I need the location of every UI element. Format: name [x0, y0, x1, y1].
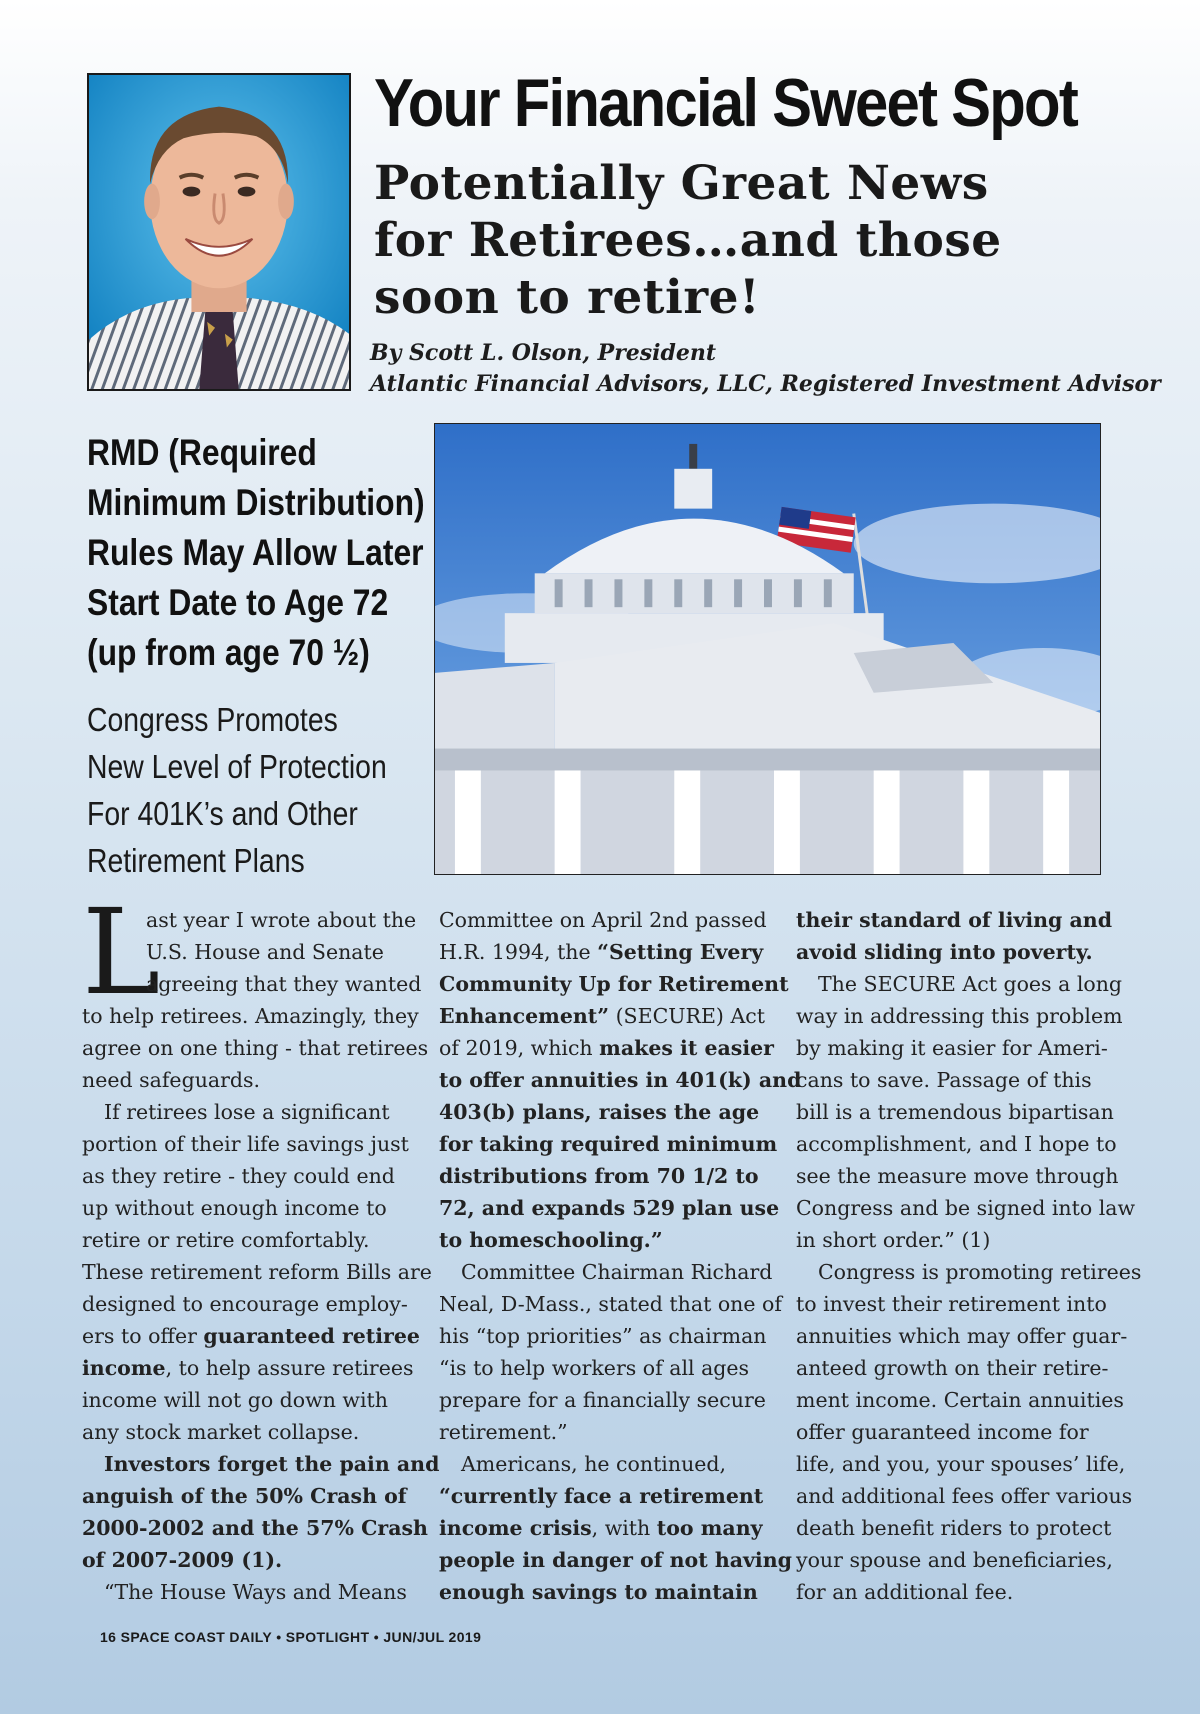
text-line: his “top priorities” as chairman: [439, 1324, 767, 1348]
deck-heading: [87, 428, 425, 678]
text-line: to offer annuities in 401(k) and: [439, 1068, 802, 1092]
subdeck-line: Congress Promotes: [87, 701, 338, 738]
text-line: your spouse and beneficiaries,: [796, 1548, 1113, 1572]
article-column-3: [796, 904, 1142, 1608]
text-line: bill is a tremendous bipartisan: [796, 1100, 1114, 1124]
text-line: 72, and expands 529 plan use: [439, 1196, 780, 1220]
text-line: to help retirees. Amazingly, they: [82, 1004, 419, 1028]
text-line: income will not go down with: [82, 1388, 388, 1412]
text-line: ment income. Certain annuities: [796, 1388, 1124, 1412]
text-line: avoid sliding into poverty.: [796, 940, 1093, 964]
text-line: Committee on April 2nd passed: [439, 908, 767, 932]
text-line: Congress is promoting retirees: [818, 1260, 1142, 1284]
article-column-2: [439, 904, 802, 1608]
text-line: 403(b) plans, raises the age: [439, 1100, 760, 1124]
text-line: need safeguards.: [82, 1068, 261, 1092]
text-line: see the measure move through: [796, 1164, 1119, 1188]
text-line: by making it easier for Ameri-: [796, 1036, 1108, 1060]
text-line: in short order.” (1): [796, 1228, 991, 1252]
subdeck-line: Retirement Plans: [87, 842, 305, 879]
text-line: cans to save. Passage of this: [796, 1068, 1092, 1092]
deck-line: RMD (Required: [87, 432, 317, 473]
text-line: ers to offer guaranteed retiree: [82, 1324, 420, 1348]
text-line: “is to help workers of all ages: [439, 1356, 750, 1380]
text-line: offer guaranteed income for: [796, 1420, 1089, 1444]
text-line: 2000-2002 and the 57% Crash: [82, 1516, 428, 1540]
subdeck: [87, 696, 387, 884]
text-line: prepare for a financially secure: [439, 1388, 766, 1412]
text-line: “currently face a retirement: [439, 1484, 764, 1508]
text-line: enough savings to maintain: [439, 1580, 758, 1604]
text-line: distributions from 70 1/2 to: [439, 1164, 759, 1188]
text-line: ast year I wrote about the: [146, 908, 417, 932]
text-line: anguish of the 50% Crash of: [82, 1484, 407, 1508]
text-line: up without enough income to: [82, 1196, 387, 1220]
text-line: agree on one thing - that retirees: [82, 1036, 429, 1060]
byline-author: By Scott L. Olson, President: [370, 340, 717, 366]
text-line: life, and you, your spouses’ life,: [796, 1452, 1126, 1476]
subheadline-line: Potentially Great News: [374, 156, 989, 211]
text-line: of 2007-2009 (1).: [82, 1548, 283, 1572]
capitol-photo: [434, 423, 1101, 875]
text-line: These retirement reform Bills are: [82, 1260, 432, 1284]
text-line: accomplishment, and I hope to: [796, 1132, 1117, 1156]
subheadline-line: for Retirees…and those: [374, 213, 1002, 268]
text-line: and additional fees offer various: [796, 1484, 1133, 1508]
text-line: to homeschooling.”: [439, 1228, 663, 1252]
subdeck-line: For 401K’s and Other: [87, 795, 358, 832]
text-line: “The House Ways and Means: [104, 1580, 407, 1604]
portrait-image: [89, 75, 349, 389]
text-line: their standard of living and: [796, 908, 1113, 932]
capitol-image: [435, 424, 1100, 874]
article-column-1: [82, 883, 440, 1608]
text-line: any stock market collapse.: [82, 1420, 360, 1444]
subdeck-line: New Level of Protection: [87, 748, 387, 785]
deck-line: (up from age 70 ½): [87, 632, 370, 673]
text-line: Committee Chairman Richard: [461, 1260, 773, 1284]
text-line: way in addressing this problem: [796, 1004, 1123, 1028]
text-line: portion of their life savings just: [82, 1132, 409, 1156]
deck-line: Start Date to Age 72: [87, 582, 389, 623]
text-line: designed to encourage employ-: [82, 1292, 408, 1316]
subheadline-line: soon to retire!: [374, 270, 761, 325]
text-line: death benefit riders to protect: [796, 1516, 1112, 1540]
text-line: U.S. House and Senate: [146, 940, 384, 964]
text-line: agreeing that they wanted: [146, 972, 422, 996]
drop-cap: L: [82, 883, 161, 1021]
deck-line: Rules May Allow Later: [87, 532, 424, 573]
text-line: people in danger of not having: [439, 1548, 792, 1572]
text-line: of 2019, which makes it easier: [439, 1036, 774, 1060]
text-line: as they retire - they could end: [82, 1164, 395, 1188]
text-line: Congress and be signed into law: [796, 1196, 1136, 1220]
text-line: Investors forget the pain and: [104, 1452, 440, 1476]
byline: [370, 338, 1190, 400]
text-line: Community Up for Retirement: [439, 972, 789, 996]
deck-line: Minimum Distribution): [87, 482, 425, 523]
text-line: Enhancement” (SECURE) Act: [439, 1004, 765, 1028]
text-line: annuities which may offer guar-: [796, 1324, 1128, 1348]
subheadline: [374, 155, 1174, 326]
text-line: anteed growth on their retire-: [796, 1356, 1109, 1380]
text-line: for an additional fee.: [796, 1580, 1014, 1604]
text-line: The SECURE Act goes a long: [818, 972, 1123, 996]
page-footer: 16 SPACE COAST DAILY • SPOTLIGHT • JUN/JUL 2019: [100, 1629, 482, 1645]
byline-company: Atlantic Financial Advisors, LLC, Registered Investment Advisor: [370, 371, 1161, 397]
text-line: Neal, D-Mass., stated that one of: [439, 1292, 782, 1316]
text-line: retire or retire comfortably.: [82, 1228, 370, 1252]
text-line: If retirees lose a significant: [104, 1100, 390, 1124]
text-line: H.R. 1994, the “Setting Every: [439, 940, 764, 964]
text-line: Americans, he continued,: [461, 1452, 727, 1476]
headline: Your Financial Sweet Spot: [374, 65, 1078, 141]
text-line: for taking required minimum: [439, 1132, 778, 1156]
author-portrait: [87, 73, 351, 391]
text-line: income crisis, with too many: [439, 1516, 763, 1540]
text-line: to invest their retirement into: [796, 1292, 1107, 1316]
text-line: income, to help assure retirees: [82, 1356, 414, 1380]
text-line: retirement.”: [439, 1420, 568, 1444]
